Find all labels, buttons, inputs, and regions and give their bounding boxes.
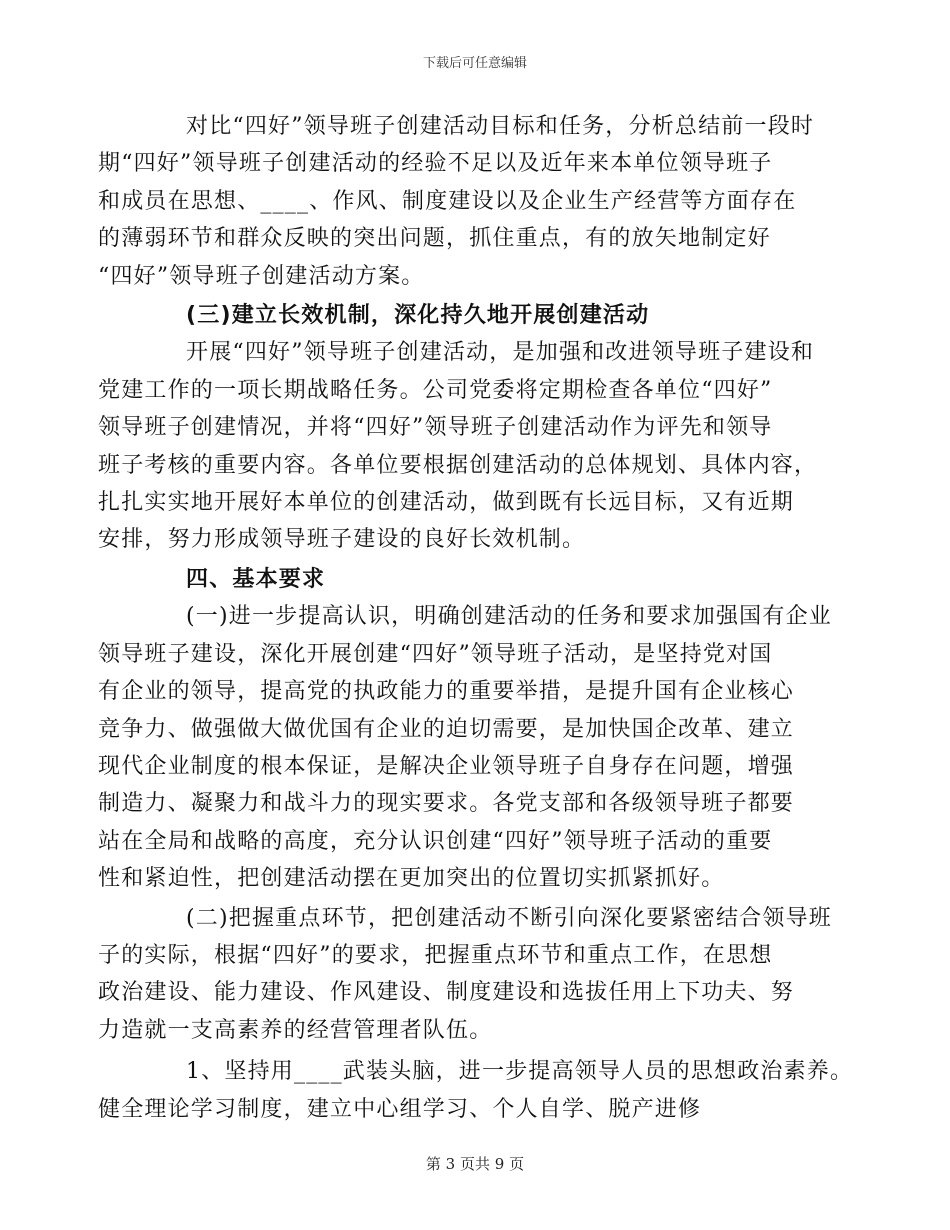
text-line: 力造就一支高素养的经营管理者队伍。 [98, 1017, 493, 1043]
heading-text: (三)建立长效机制，深化持久地开展创建活动 [186, 303, 650, 329]
text-line: “四好”领导班子创建活动方案。 [98, 263, 425, 289]
text-line: 性和紧迫性，把创建活动摆在更加突出的位置切实抓紧抓好。 [98, 866, 725, 892]
text-line: 有企业的领导，提高党的执政能力的重要举措，是提升国有企业核心 [98, 679, 795, 705]
document-body [98, 108, 854, 1128]
text-line: 领导班子创建情况，并将“四好”领导班子创建活动作为评先和领导 [98, 415, 773, 441]
text-line: 安排，努力形成领导班子建设的良好长效机制。 [98, 527, 586, 553]
text-line: 领导班子建设，深化开展创建“四好”领导班子活动，是坚持党对国 [98, 641, 773, 667]
text-line: 开展“四好”领导班子创建活动，是加强和改进领导班子建设和 [186, 340, 815, 366]
page-footer: 第 3 页共 9 页 [425, 1155, 525, 1173]
text-line: 现代企业制度的根本保证，是解决企业领导班子自身存在问题，增强 [98, 753, 795, 779]
paragraph-mechanism [98, 334, 818, 558]
text-line: 党建工作的一项长期战略任务。公司党委将定期检查各单位“四好” [98, 377, 773, 403]
section-heading-4 [142, 561, 810, 598]
text-line: 班子考核的重要内容。各单位要根据创建活动的总体规划、具体内容， [98, 452, 818, 478]
page-header: 下载后可任意编辑 [422, 56, 527, 71]
heading-text: 四、基本要求 [186, 566, 326, 592]
text-line: 政治建设、能力建设、作风建设、制度建设和选拔任用上下功夫、努 [98, 980, 795, 1006]
text-line: (一)进一步提高认识，明确创建活动的任务和要求加强国有企业 [186, 604, 832, 630]
text-line: (二)把握重点环节，把创建活动不断引向深化要紧密结合领导班 [186, 905, 832, 931]
text-line: 子的实际，根据“四好”的要求，把握重点环节和重点工作，在思想 [98, 942, 773, 968]
text-line: 对比“四好”领导班子创建活动目标和任务，分析总结前一段时 [186, 114, 815, 139]
text-line: 期“四好”领导班子创建活动的经验不足以及近年来本单位领导班子 [98, 151, 773, 177]
text-line: 制造力、凝聚力和战斗力的现实要求。各党支部和各级领导班子都要 [98, 791, 795, 817]
text-line: 健全理论学习制度，建立中心组学习、个人自学、脱产进修 [98, 1096, 702, 1122]
text-line: 和成员在思想、____、作风、制度建设以及企业生产经营等方面存在 [98, 188, 797, 214]
paragraph-plan [98, 108, 815, 295]
text-line: 站在全局和战略的高度，充分认识创建“四好”领导班子活动的重要 [98, 828, 773, 854]
text-line: 的薄弱环节和群众反映的突出问题，抓住重点，有的放矢地制定好 [98, 226, 771, 252]
paragraph-requirement-1 [98, 598, 832, 897]
section-heading-3 [142, 297, 810, 334]
text-line: 1、坚持用____武装头脑，进一步提高领导人员的思想政治素养。 [186, 1059, 854, 1085]
text-line: 扎扎实实地开展好本单位的创建活动，做到既有长远目标，又有近期 [98, 490, 795, 516]
paragraph-item-1 [98, 1053, 854, 1128]
paragraph-requirement-2 [98, 900, 832, 1050]
text-line: 竞争力、做强做大做优国有企业的迫切需要，是加快国企改革、建立 [98, 716, 795, 742]
